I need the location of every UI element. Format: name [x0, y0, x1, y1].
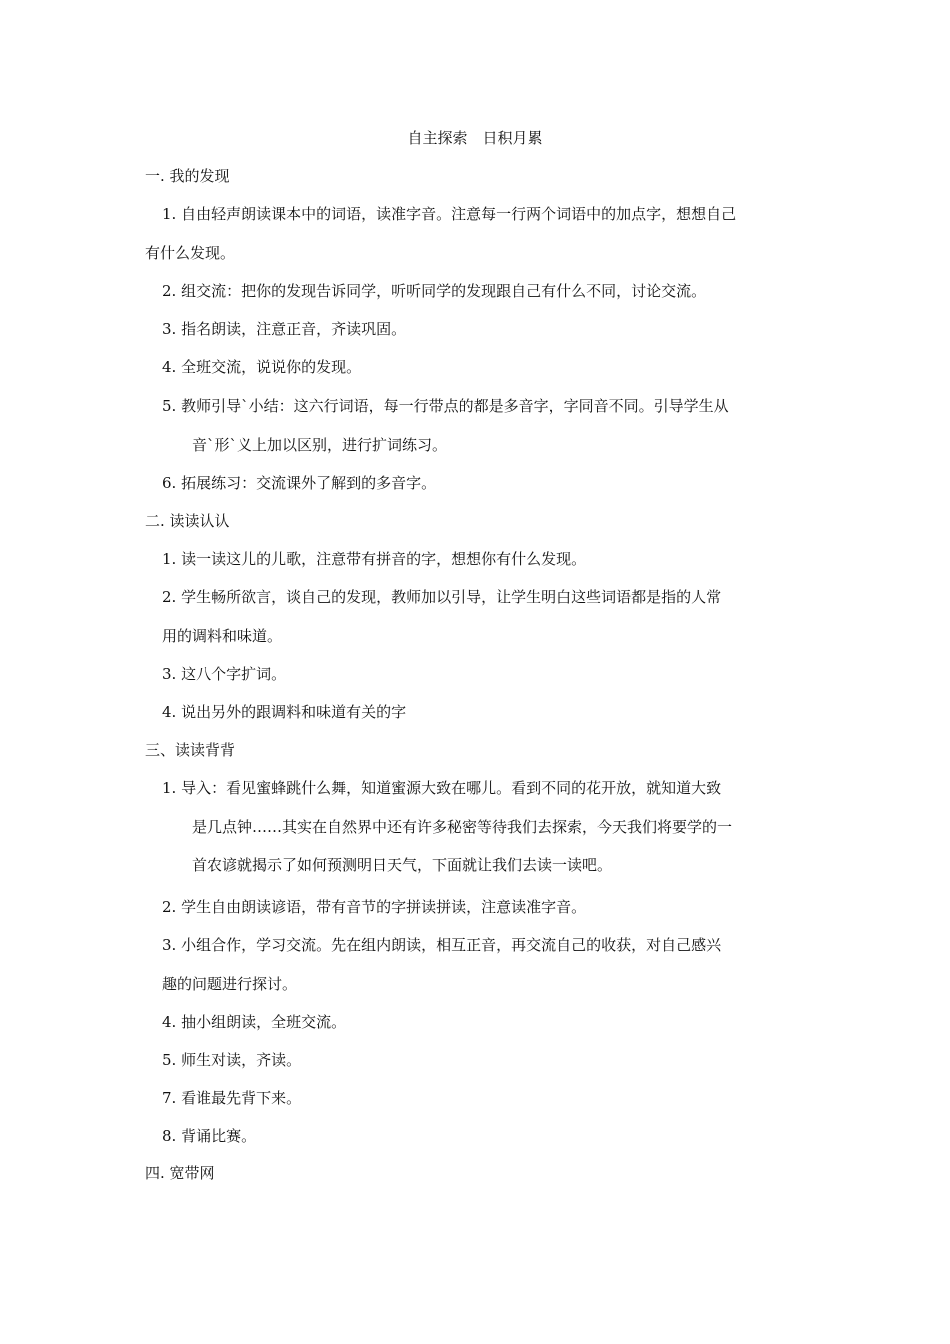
list-item: 4. 抽小组朗读，全班交流。 [162, 1013, 347, 1031]
list-item: 4. 全班交流，说说你的发现。 [162, 358, 362, 376]
list-item: 3. 指名朗读，注意正音，齐读巩固。 [162, 320, 407, 338]
list-item: 2. 学生自由朗读谚语，带有音节的字拼读拼读，注意读准字音。 [162, 898, 587, 916]
list-item-continuation: 有什么发现。 [145, 244, 236, 262]
list-item: 8. 背诵比赛。 [162, 1127, 257, 1145]
section-heading: 三、读读背背 [145, 741, 236, 759]
list-item: 1. 导入：看见蜜蜂跳什么舞，知道蜜源大致在哪儿。看到不同的花开放，就知道大致 [162, 779, 722, 797]
list-item: 7. 看谁最先背下来。 [162, 1089, 302, 1107]
list-item: 3. 这八个字扩词。 [162, 665, 287, 683]
list-item: 3. 小组合作，学习交流。先在组内朗读，相互正音，再交流自己的收获，对自己感兴 [162, 936, 722, 954]
list-item-continuation: 用的调料和味道。 [162, 627, 283, 645]
list-item: 2. 组交流：把你的发现告诉同学，听听同学的发现跟自己有什么不同，讨论交流。 [162, 282, 707, 300]
list-item: 5. 教师引导`小结：这六行词语，每一行带点的都是多音字，字同音不同。引导学生从 [162, 397, 729, 415]
list-item: 2. 学生畅所欲言，谈自己的发现，教师加以引导，让学生明白这些词语都是指的人常 [162, 588, 722, 606]
list-item: 6. 拓展练习：交流课外了解到的多音字。 [162, 474, 437, 492]
list-item: 1. 读一读这儿的儿歌，注意带有拼音的字，想想你有什么发现。 [162, 550, 587, 568]
list-item: 5. 师生对读，齐读。 [162, 1051, 302, 1069]
page-title: 自主探索 日积月累 [407, 129, 543, 147]
list-item-continuation: 音`形`义上加以区别，进行扩词练习。 [192, 436, 448, 454]
section-heading: 四. 宽带网 [145, 1164, 215, 1182]
list-item-continuation: 是几点钟……其实在自然界中还有许多秘密等待我们去探索，今天我们将要学的一 [192, 818, 733, 836]
section-heading: 一. 我的发现 [145, 167, 230, 185]
list-item-continuation: 趣的问题进行探讨。 [162, 975, 298, 993]
list-item: 1. 自由轻声朗读课本中的词语，读准字音。注意每一行两个词语中的加点字，想想自己 [162, 205, 737, 223]
list-item: 4. 说出另外的跟调料和味道有关的字 [162, 703, 407, 721]
section-heading: 二. 读读认认 [145, 512, 230, 530]
list-item-continuation: 首农谚就揭示了如何预测明日天气，下面就让我们去读一读吧。 [192, 856, 613, 874]
